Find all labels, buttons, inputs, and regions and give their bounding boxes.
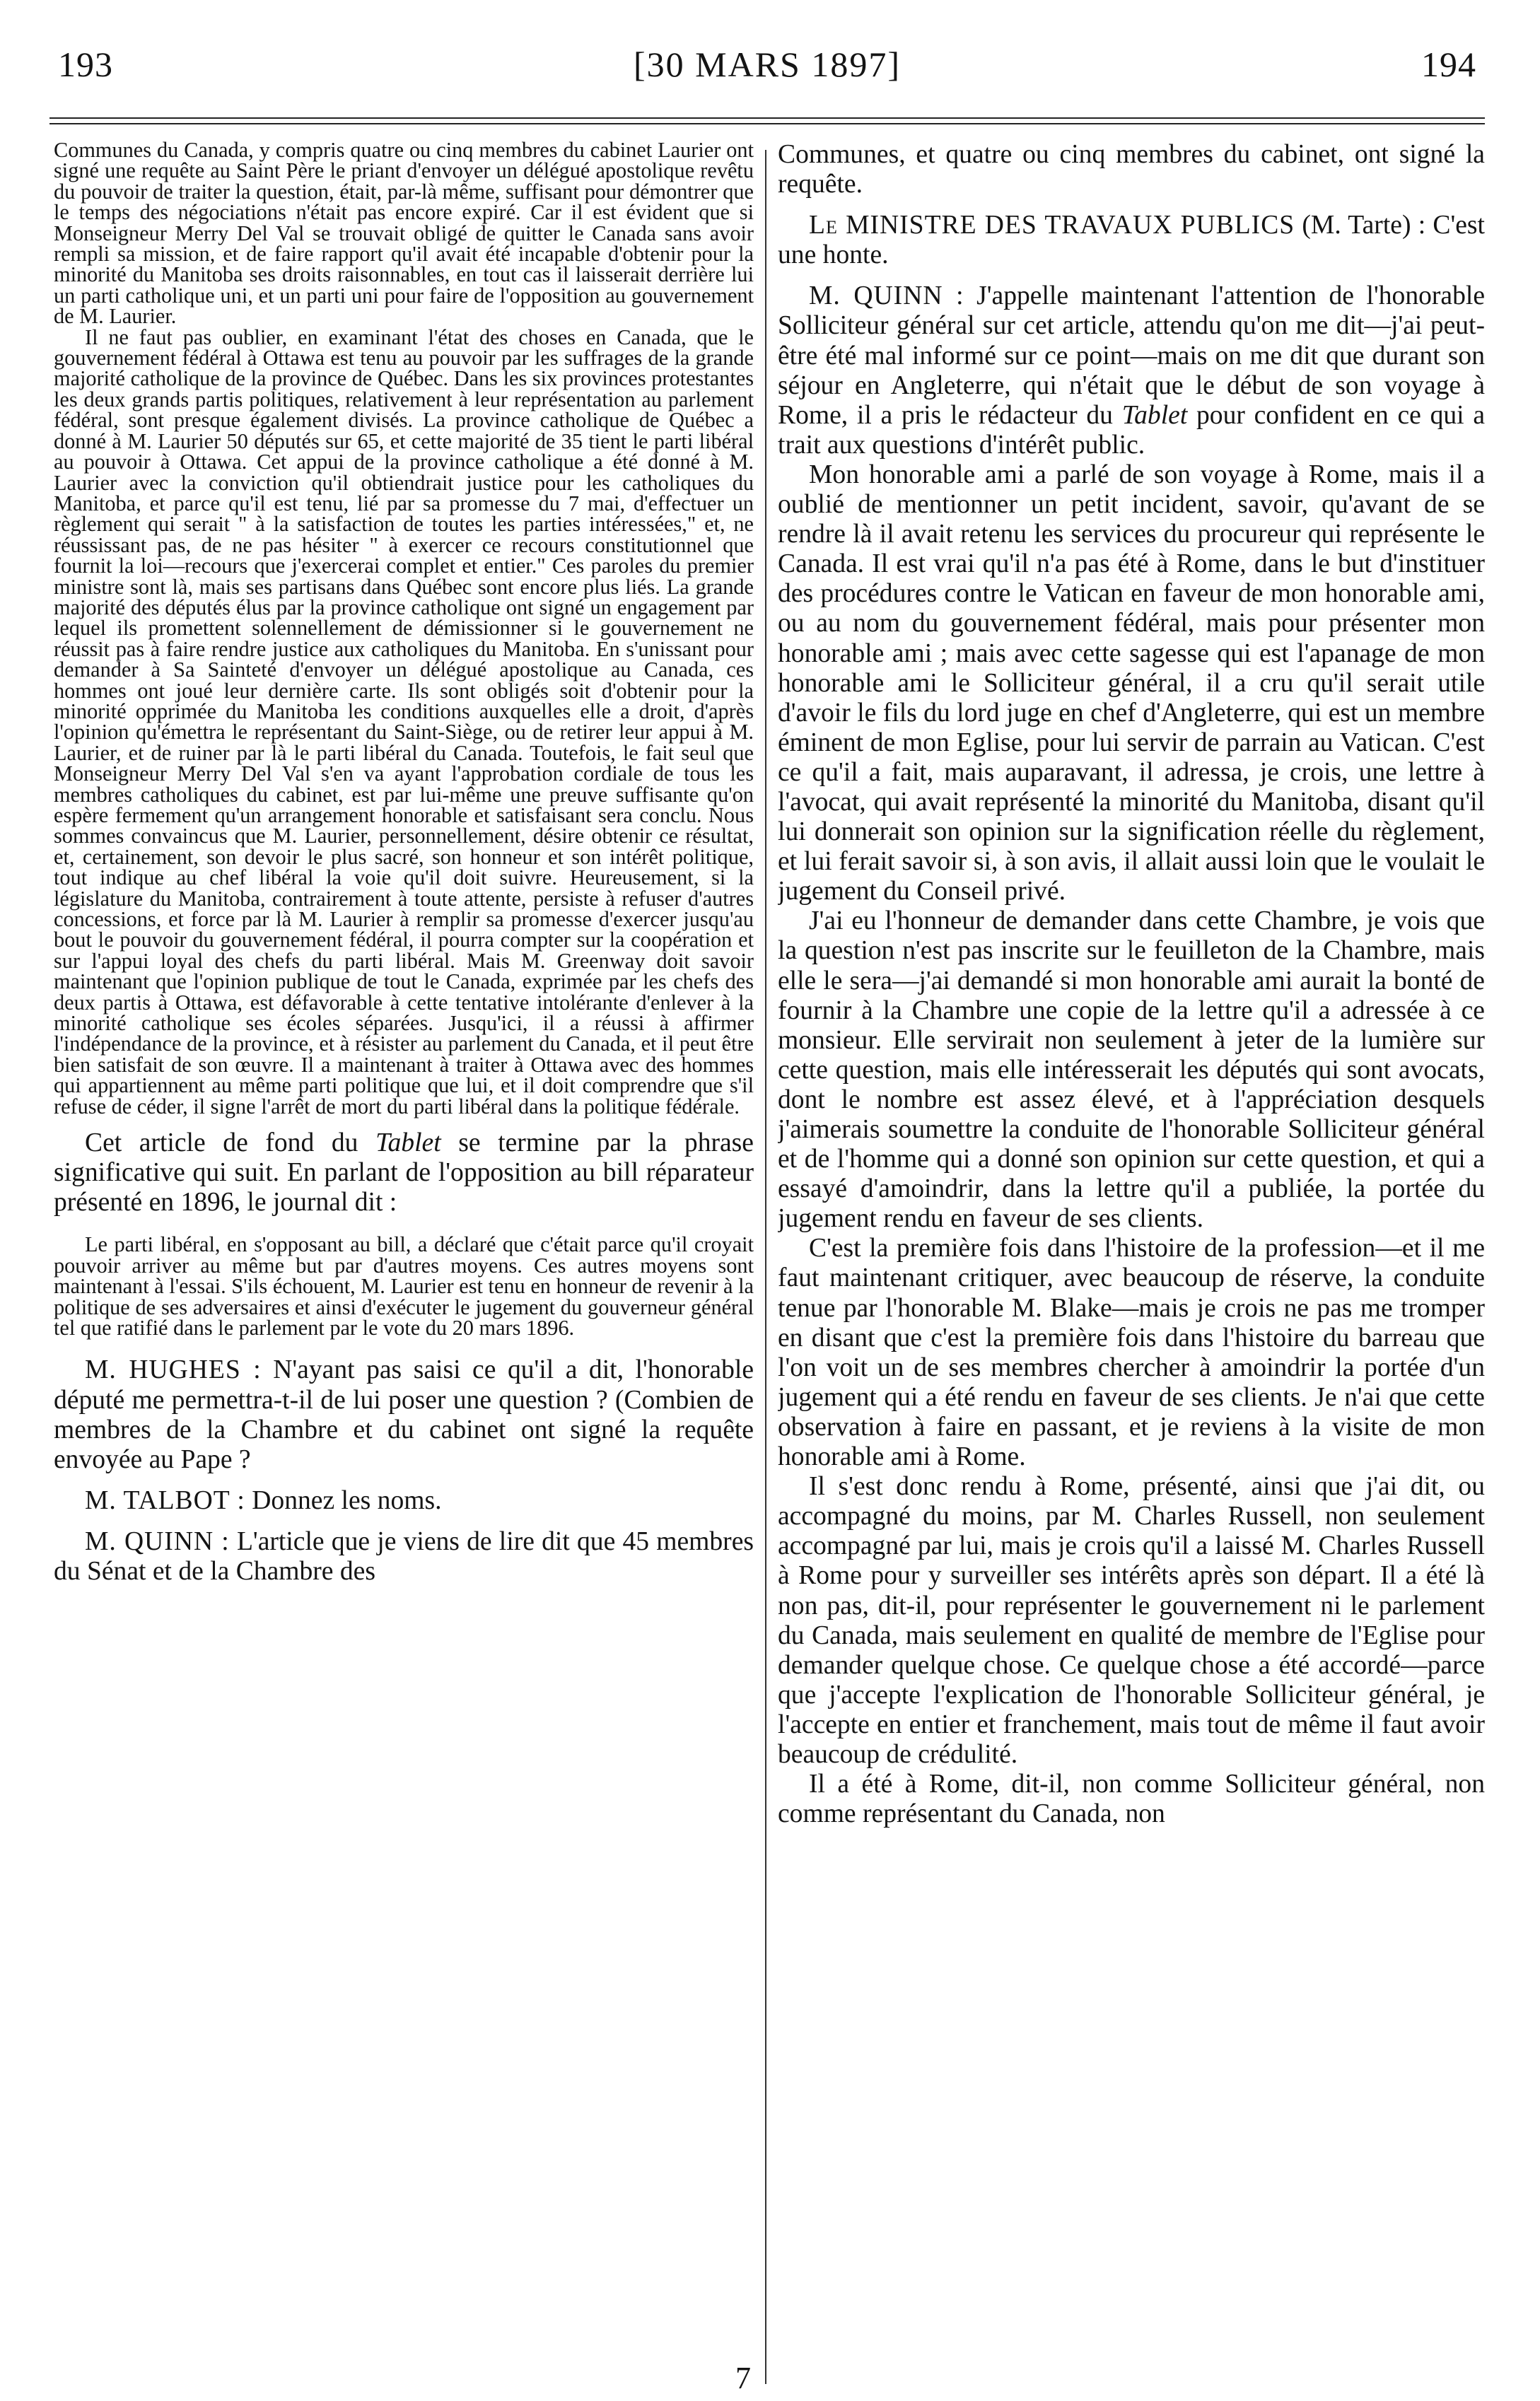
quinn-right-publication: Tablet (1121, 400, 1188, 430)
right-paragraph-7: Il s'est donc rendu à Rome, présenté, ainsi que j'ai dit, ou accompagné du moins, par M. Charles Russell, non seulement accompagné par lui, mais je crois qu'il a laissé M. Charles Russell à Rome pour y surveiller ses intérêts après son départ. Il a été là non pas, dit-il, pour représenter le gouvernement ni le parlement du Canada, mais seulement en qualité de membre de l'Eglise pour demander quelque chose. Ce quelque chose a été accordé—parce que j'accepte l'explication de l'honorable Solliciteur général, je l'accepte en entier et franchement, mais tout de même il faut avoir beaucoup de crédulité. (778, 1472, 1485, 1769)
speaker-talbot: M. TALBOT : (85, 1485, 245, 1515)
quinn-right-text-a: J'appelle maintenant l'attention de l'honorable Solliciteur général sur cet article, attendu qu'on me dit—j'ai peut-être été mal informé sur ce point—mais on me dit que durant son séjour en Angleterre, qui n'était que le début de son voyage à Rome, il a pris le rédacteur du (778, 281, 1485, 430)
right-paragraph-6: C'est la première fois dans l'histoire de la profession—et il me faut maintenant critiquer, avec beaucoup de réserve, la conduite tenue par l'honorable M. Blake—mais je crois ne pas me tromper en disant que c'est la première fois dans l'histoire du barreau que l'on voit un de ses membres chercher à amoindrir la portée d'un jugement qui a été rendu en faveur de ses clients. Je n'ai que cette observation à faire en passant, et je reviens à la visite de mon honorable ami à Rome. (778, 1234, 1485, 1472)
left-p3-text-b: se termine par la phrase significative qui suit. En parlant de l'opposition au bill réparateur présenté en 1896, le journal dit : (54, 1128, 754, 1217)
quinn-left-text: L'article que je viens de lire dit que 45 membres du Sénat et de la Chambre des (54, 1526, 754, 1586)
speaker-minister-travaux-publics: Le MINISTRE DES TRAVAUX PUBLICS (809, 211, 1295, 240)
header-rule-top (49, 117, 1485, 119)
left-paragraph-quinn (54, 1527, 754, 1587)
right-paragraph-quinn (778, 281, 1485, 460)
right-paragraph-4: Mon honorable ami a parlé de son voyage à Rome, mais il a oublié de mentionner un petit incident, savoir, qu'avant de se rendre là il avait retenu les services du procureur qui représente le Canada. Il est vrai qu'il n'a pas été à Rome, dans le but d'instituer des procédures contre le Vatican en faveur de mon honorable ami, ou au nom du gouvernement fédéral, mais pour présenter mon honorable ami ; mais avec cette sagesse qui est l'apanage de mon honorable ami le Solliciteur général, il a cru qu'il serait utile d'avoir le fils du lord juge en chef d'Angleterre, qui est un membre éminent de mon Eglise, pour lui servir de parrain au Vatican. C'est ce qu'il a fait, mais auparavant, il adressa, je crois, une lettre à l'avocat, qui avait représenté la minorité du Manitoba, disant qu'il lui donnerait son opinion sur la signification réelle du règlement, et lui ferait savoir si, à son avis, il allait aussi loin que le voulait le jugement du Conseil privé. (778, 460, 1485, 906)
right-paragraph-5: J'ai eu l'honneur de demander dans cette Chambre, je vois que la question n'est pas inscrite sur le feuilleton de la Chambre, mais elle le sera—j'ai demandé si mon honorable ami aurait la bonté de fournir à la Chambre une copie de la lettre qu'il a adressée à ce monsieur. Elle servirait non seulement à jeter de la lumière sur cette question, mais elle intéresserait les députés qui sont avocats, dont le nombre est assez élevé, et à l'appréciation desquels j'aimerais soumettre la conduite de l'honorable Solliciteur général et de l'homme qui a donné son opinion sur cette question, et qui a essayé d'amoindrir, dans la lettre qu'il a publiée, la portée du jugement rendu en faveur de ses clients. (778, 906, 1485, 1234)
right-paragraph-8: Il a été à Rome, dit-il, non comme Solliciteur général, non comme représentant du Canada, non (778, 1770, 1485, 1829)
speaker-hughes: M. HUGHES : (85, 1355, 262, 1385)
page-header (49, 30, 1485, 93)
quinn-right-text-b: pour confident en ce qui a trait aux questions d'intérêt public. (778, 400, 1485, 460)
right-paragraph-1: Communes, et quatre ou cinq membres du cabinet, ont signé la requête. (778, 140, 1485, 199)
left-p3-publication: Tablet (375, 1128, 441, 1158)
talbot-text: Donnez les noms. (245, 1485, 442, 1515)
left-p3-text-a: Cet article de fond du (85, 1128, 376, 1158)
column-divider (765, 150, 766, 2384)
minister-text: (M. Tarte) : C'est une honte. (778, 211, 1485, 270)
header-rule-bottom (49, 123, 1485, 124)
left-paragraph-2: Il ne faut pas oublier, en examinant l'état des choses en Canada, que le gouvernement fédéral à Ottawa est tenu au pouvoir par les suffrages de la grande majorité catholique de la province de Québec. Dans les six provinces protestantes les deux grands partis politiques, relativement à leur représentation au parlement fédéral, sont presque également divisés. La province catholique de Québec a donné à M. Laurier 50 députés sur 65, et cette majorité de 35 tient le parti libéral au pouvoir à Ottawa. Cet appui de la province catholique a été donné à M. Laurier avec la conviction qu'il obtiendrait justice pour les catholiques du Manitoba, et parce qu'il est tenu, lié par sa promesse du 7 mai, d'effectuer un règlement qui serait " à la satisfaction de toutes les parties intéressées," et, ne réussissant pas, de ne pas hésiter " à exercer ce recours constitutionnel que fournit la loi—recours que j'exercerai complet et entier." Ces paroles du premier ministre sont là, mais ses partisans dans Québec sont encore plus liés. La grande majorité des députés élus par la province catholique ont signé un engagement par lequel ils promettent solennellement de démissionner si le gouvernement ne réussit pas à faire rendre justice aux catholiques du Manitoba. En s'unissant pour demander à Sa Sainteté d'envoyer un délégué apostolique au Canada, ces hommes ont joué leur dernière carte. Ils sont obligés soit d'obtenir pour la minorité opprimée du Manitoba les conditions auxquelles elle a droit, d'après l'opinion qu'émettra le représentant du Saint-Siège, ou de retirer leur appui à M. Laurier, et de ruiner par là le parti libéral du Canada. Toutefois, le fait seul que Monseigneur Merry Del Val s'en va ayant l'approbation cordiale de tous les membres catholiques du cabinet, est par lui-même une preuve suffisante qu'on espère fermement qu'un arrangement honorable et satisfaisant sera conclu. Nous sommes convaincus que M. Laurier, personnellement, désire obtenir ce résultat, et, certainement, son devoir le plus sacré, son honneur et son intérêt politique, tout indique au chef libéral la voie qu'il doit suivre. Heureusement, si la législature du Manitoba, contrairement à toute attente, persiste à refuser d'autres concessions, et force par là M. Laurier à remplir sa promesse d'exercer jusqu'au bout le pouvoir du gouvernement fédéral, il pourra compter sur la coopération et sur l'appui loyal des chefs du parti libéral. Mais M. Greenway doit savoir maintenant que l'opinion publique de tout le Canada, exprimée par les chefs des deux partis à Ottawa, est défavorable à cette tentative intolérante d'enlever à la minorité catholique ses écoles séparées. Jusqu'ici, il a réussi à affirmer l'indépendance de la province, et à résister au parlement du Canada, et il peut être bien satisfait de son œuvre. Il a maintenant à traiter à Ottawa avec des hommes qui appartiennent au même parti politique que lui, et il doit comprendre que s'il refuse de céder, il signe l'arrêt de mort du parti libéral dans la politique fédérale. (54, 325, 754, 1118)
left-paragraph-1: Communes du Canada, y compris quatre ou cinq membres du cabinet Laurier ont signé une requête au Saint Père le priant d'envoyer un délégué apostolique revêtu du pouvoir de traiter la question, était, par-là même, suffisant pour démontrer que le temps des négociations n'était pas encore expiré. Car il est évident que si Monseigneur Merry Del Val se trouvait obligé de quitter le Canada sans avoir rempli sa mission, et de faire rapport qu'il avait été incapable d'obtenir pour la minorité du Manitoba ses droits raisonnables, en tout cas il laisserait derrière lui un parti catholique uni, et un parti uni pour faire de l'opposition au gouvernement de M. Laurier. (54, 140, 754, 329)
left-paragraph-3 (54, 1128, 754, 1217)
hughes-text: N'ayant pas saisi ce qu'il a dit, l'honorable député me permettra-t-il de lui poser une question ? (Combien de membres de la Chambre et du cabinet ont signé la requête envoyée au Pape ? (54, 1355, 754, 1474)
speaker-quinn-right: M. QUINN : (809, 281, 964, 311)
header-date: [30 MARS 1897] (633, 45, 902, 84)
sheet-number: 7 (735, 2361, 751, 2395)
speaker-quinn-left: M. QUINN : (85, 1526, 230, 1556)
left-quotation: Le parti libéral, en s'opposant au bill, a déclaré que c'était parce qu'il croyait pouvoir arriver au même but par d'autres moyens. Ces autres moyens sont maintenant à l'essai. S'ils échouent, M. Laurier est tenu en honneur de revenir à la politique de ses adversaires et ainsi d'exécuter le jugement du gouverneur général tel que ratifié dans le parlement par le vote du 20 mars 1896. (54, 1232, 754, 1340)
left-paragraph-talbot (54, 1486, 754, 1516)
left-column (54, 140, 754, 2392)
right-paragraph-minister (778, 211, 1485, 270)
right-column (778, 140, 1485, 2392)
left-paragraph-hughes (54, 1355, 754, 1474)
page-number-left: 193 (58, 45, 113, 84)
page-number-right: 194 (1421, 45, 1476, 84)
